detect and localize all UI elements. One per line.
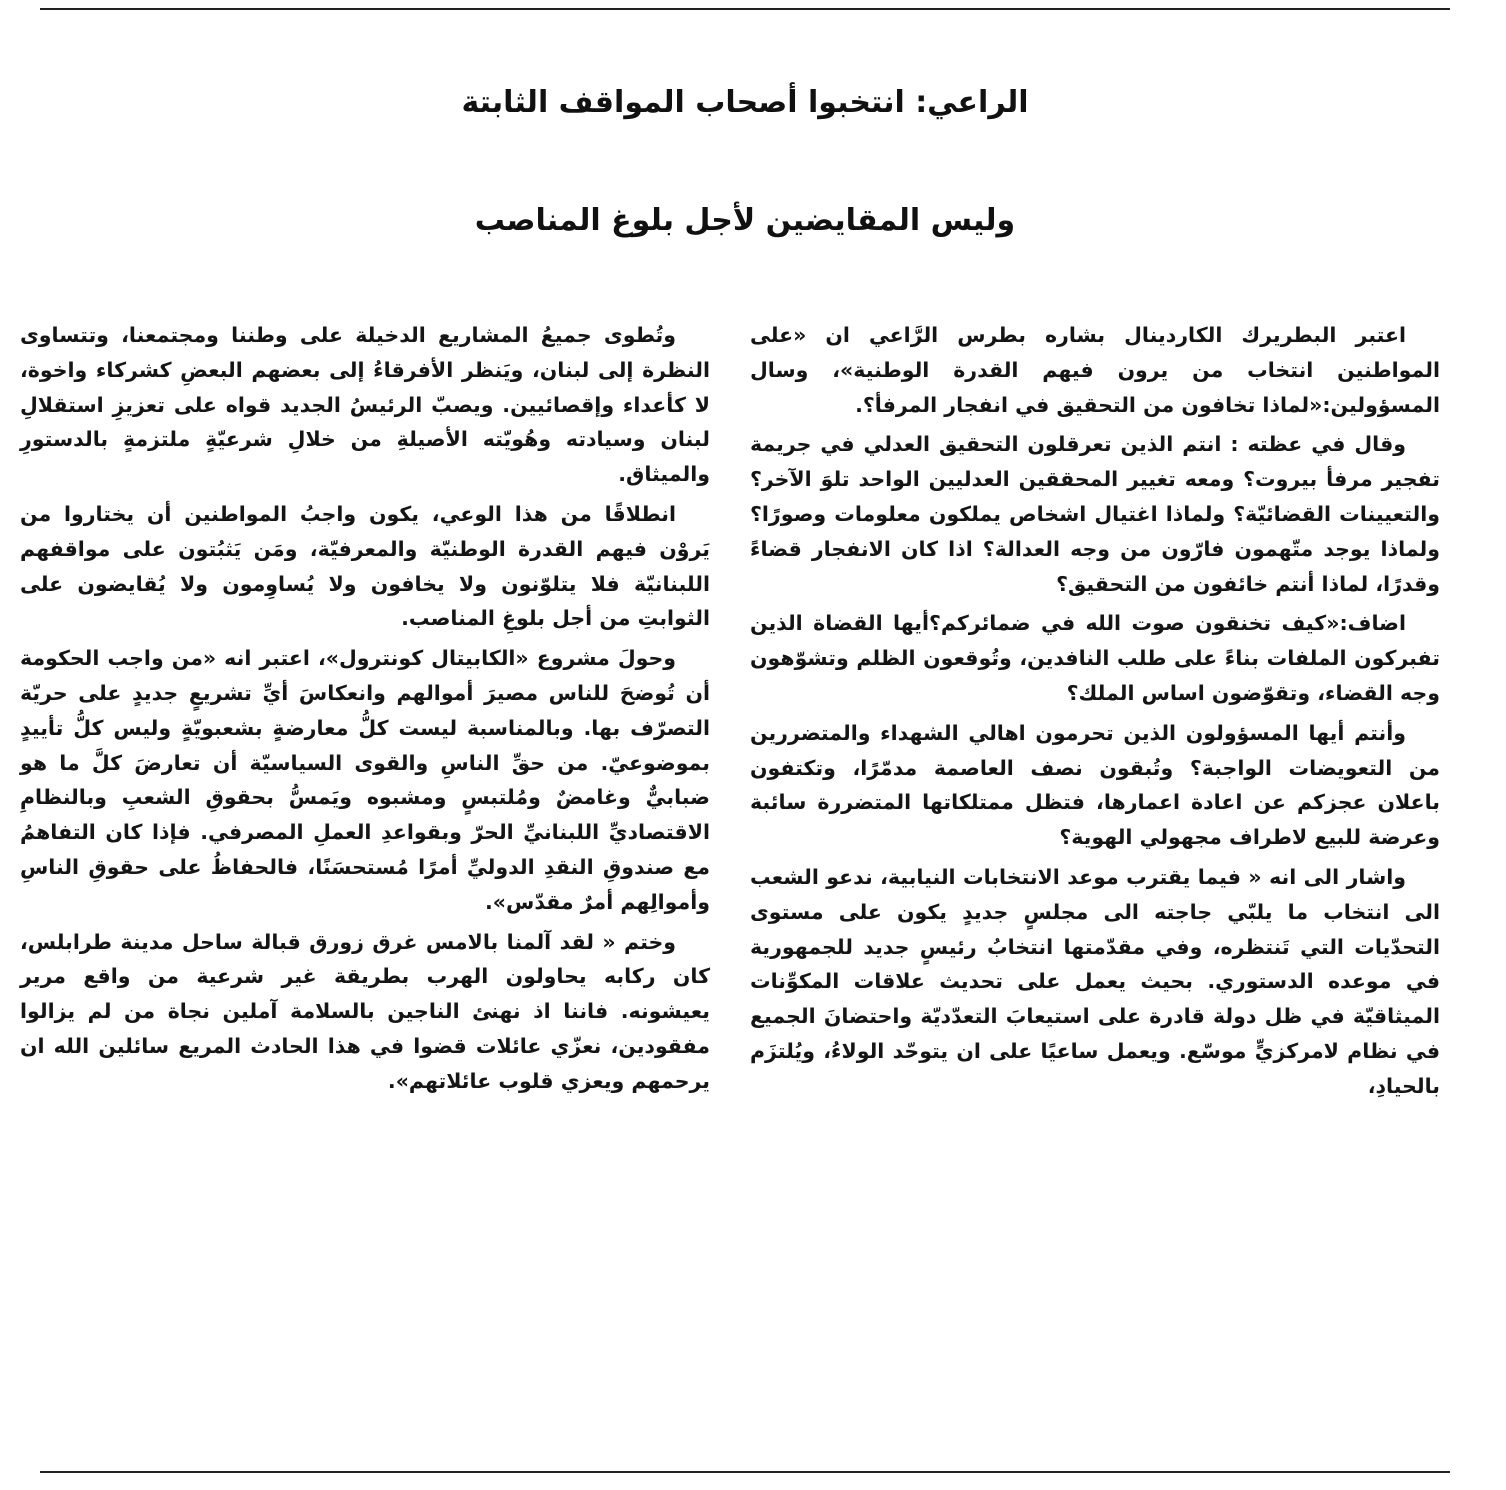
article-column-left xyxy=(20,318,710,1104)
article-column-right xyxy=(750,318,1440,1109)
paragraph: وقال في عظته : انتم الذين تعرقلون التحقيق العدلي في جريمة تفجير مرفأ بيروت؟ ومعه تغيير المحققين العدليين الواحد تلوَ الآخر؟ والتعيينات القضائيّة؟ ولماذا اغتيال اشخاص يملكون معلومات وصورًا؟ ولماذا يوجد متّهمون فارّون من وجه العدالة؟ اذا كان الانفجار قضاءً وقدرًا، لماذا أنتم خائفون من التحقيق؟ xyxy=(750,432,1440,596)
headline xyxy=(40,44,1450,280)
headline-line-1: الراعي: انتخبوا أصحاب المواقف الثابتة xyxy=(461,85,1029,120)
paragraph: وأنتم أيها المسؤولون الذين تحرمون اهالي الشهداء والمتضررين من التعويضات الواجبة؟ وتُبقون نصف العاصمة مدمّرًا، وتكتفون باعلان عجزكم عن اعادة اعمارها، فتظل ممتلكاتها المتضررة سائبة وعرضة للبيع لاطراف مجهولي الهوية؟ xyxy=(750,720,1440,850)
paragraph: واشار الى انه « فيما يقترب موعد الانتخابات النيابية، ندعو الشعب الى انتخاب ما يلبّي جاجته الى مجلسٍ جديدٍ يكون على مستوى التحدّيات التي تَنتظره، وفي مقدّمتها انتخابُ رئيسٍ جديد للجمهورية في موعده الدستوري. بحيث يعمل على تحديث علاقات المكوِّنات الميثاقيّة في ظل دولة قادرة على استيعابَ التعدّديّة واحتضانَ الجميع في نظام لامركزيٍّ موسّع. ويعمل ساعيًا على ان يتوحّد الولاءُ، ويُلتزَم بالحيادِ، xyxy=(750,864,1440,1098)
top-rule xyxy=(40,8,1450,10)
bottom-rule xyxy=(40,1471,1450,1473)
paragraph: اضاف:«كيف تخنقون صوت الله في ضمائركم؟أيها القضاة الذين تفبركون الملفات بناءً على طلب النافدين، وتُوقعون الظلم وتشوّهون وجه القضاء، وتقوّضون اساس الملك؟ xyxy=(750,611,1440,705)
paragraph: وختم « لقد آلمنا بالامس غرق زورق قبالة ساحل مدينة طرابلس، كان ركابه يحاولون الهرب بطريقة غير شرعية من واقع مرير يعيشونه. فاننا اذ نهنئ الناجين بالسلامة آملين نجاة من لم يزالوا مفقودين، نعزّي عائلات قضوا في هذا الحادث المريع سائلين الله ان يرحمهم ويعزي قلوب عائلاتهم». xyxy=(20,929,710,1093)
headline-line-2: وليس المقايضين لأجل بلوغ المناصب xyxy=(474,203,1016,238)
paragraph: وحولَ مشروع «الكابيتال كونترول»، اعتبر انه «من واجب الحكومة أن تُوضحَ للناس مصيرَ أموالهم وانعكاسَ أيِّ تشريعٍ جديدٍ على حريّة التصرّف بها. وبالمناسبة ليست كلُّ معارضةٍ بشعبويّةٍ وليس كلُّ تأييدٍ بموضوعيّ. من حقِّ الناسِ والقوى السياسيّة أن تعارضَ كلَّ ما هو ضبابيٌّ وغامضٌ ومُلتبسٍ ومشبوه ويَمسُّ بحقوقِ الشعبِ وبالنظامِ الاقتصاديِّ اللبنانيِّ الحرّ وبقواعدِ العملِ المصرفي. فإذا كان التفاهمُ مع صندوقِ النقدِ الدوليِّ أمرًا مُستحسَنًا، فالحفاظُ على حقوقِ الناسِ وأموالِهم أمرٌ مقدّس». xyxy=(20,646,710,914)
paragraph: انطلاقًا من هذا الوعي، يكون واجبُ المواطنين أن يختاروا من يَروْن فيهم القدرة الوطنيّة والمعرفيّة، ومَن يَثبُتون على مواقفهم اللبنانيّة فلا يتلوّنون ولا يخافون ولا يُساوِمون ولا يُقايضون على الثوابتِ من أجل بلوغِ المناصب. xyxy=(20,501,710,631)
paragraph: وتُطوى جميعُ المشاريع الدخيلة على وطننا ومجتمعنا، وتتساوى النظرة إلى لبنان، ويَنظر الأفرقاءُ إلى بعضهم البعضِ كشركاء واخوة، لا كأعداء وإقصائيين. ويصبّ الرئيسُ الجديد قواه على تعزيزِ استقلالِ لبنان وسيادته وهُويّته الأصيلةِ من خلالِ شرعيّةٍ ملتزمةٍ بالدستورِ والميثاق. xyxy=(20,323,710,487)
paragraph: اعتبر البطريرك الكاردينال بشاره بطرس الرَّاعي ان «على المواطنين انتخاب من يرون فيهم القدرة الوطنية»، وسال المسؤولين:«لماذا تخافون من التحقيق في انفجار المرفأ؟. xyxy=(750,323,1440,417)
